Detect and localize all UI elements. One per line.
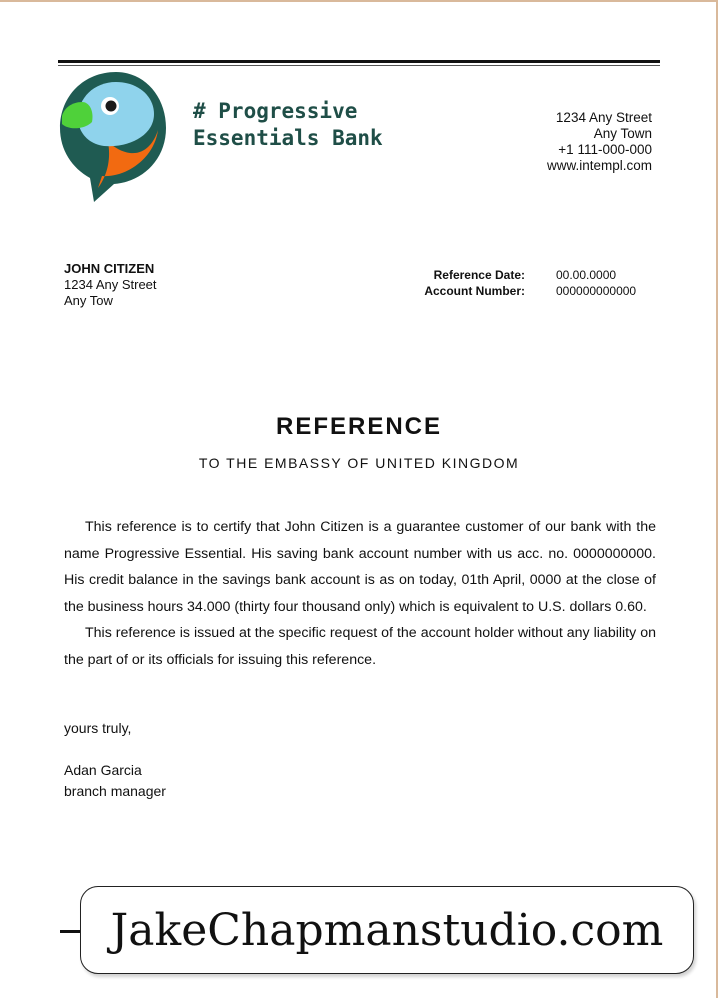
reference-date-value: 00.00.0000: [556, 268, 617, 282]
letter-body: [64, 514, 656, 674]
account-number-row: [400, 284, 636, 300]
recipient-town: Any Tow: [64, 293, 113, 308]
bank-address: [547, 110, 652, 174]
bank-address-town: Any Town: [593, 126, 652, 141]
body-paragraph-1: This reference is to certify that John Citizen is a guarantee customer of our bank with the name Progressive Essential. His saving bank account number with us acc. no. 0000000000. His credit balance in the savings bank account is as on today, 01th April, 0000 at the close of the business hours 34.000 (thirty four thousand only) which is equivalent to U.S. dollars 0.60.: [64, 519, 656, 615]
bank-address-website: www.intempl.com: [546, 158, 652, 173]
recipient-block: [64, 261, 157, 309]
bank-name-line1: # Progressive: [193, 99, 358, 123]
document-subtitle: TO THE EMBASSY OF UNITED KINGDOM: [198, 455, 520, 471]
bank-address-street: 1234 Any Street: [555, 110, 652, 125]
body-paragraph-2: This reference is issued at the specific request of the account holder without any liability on the part of or its officials for issuing this reference.: [64, 625, 656, 668]
recipient-name: JOHN CITIZEN: [64, 261, 155, 276]
footer-rule-fragment: [60, 930, 82, 933]
bank-address-phone: +1 111-000-000: [558, 142, 652, 157]
header-rule-thin: [58, 65, 660, 66]
reference-date-row: [400, 268, 636, 284]
bird-logo-icon: [54, 68, 174, 208]
reference-date-label: Reference Date:: [433, 268, 525, 282]
watermark-banner: [80, 886, 694, 974]
reference-info: [400, 268, 636, 299]
closing-salutation: yours truly,: [64, 720, 132, 736]
document-title: REFERENCE: [275, 413, 443, 440]
header-rule: [58, 60, 660, 63]
signer-block: [64, 760, 166, 802]
signer-name: Adan Garcia: [64, 762, 142, 778]
bank-name-line2: Essentials Bank: [193, 126, 383, 150]
account-number-label: Account Number:: [424, 283, 525, 298]
watermark-text: JakeChapmanstudio.com: [110, 904, 664, 956]
account-number-value: 000000000000: [556, 283, 637, 298]
bank-name: [193, 98, 453, 152]
recipient-street: 1234 Any Street: [64, 277, 157, 292]
signer-title: branch manager: [64, 783, 166, 799]
